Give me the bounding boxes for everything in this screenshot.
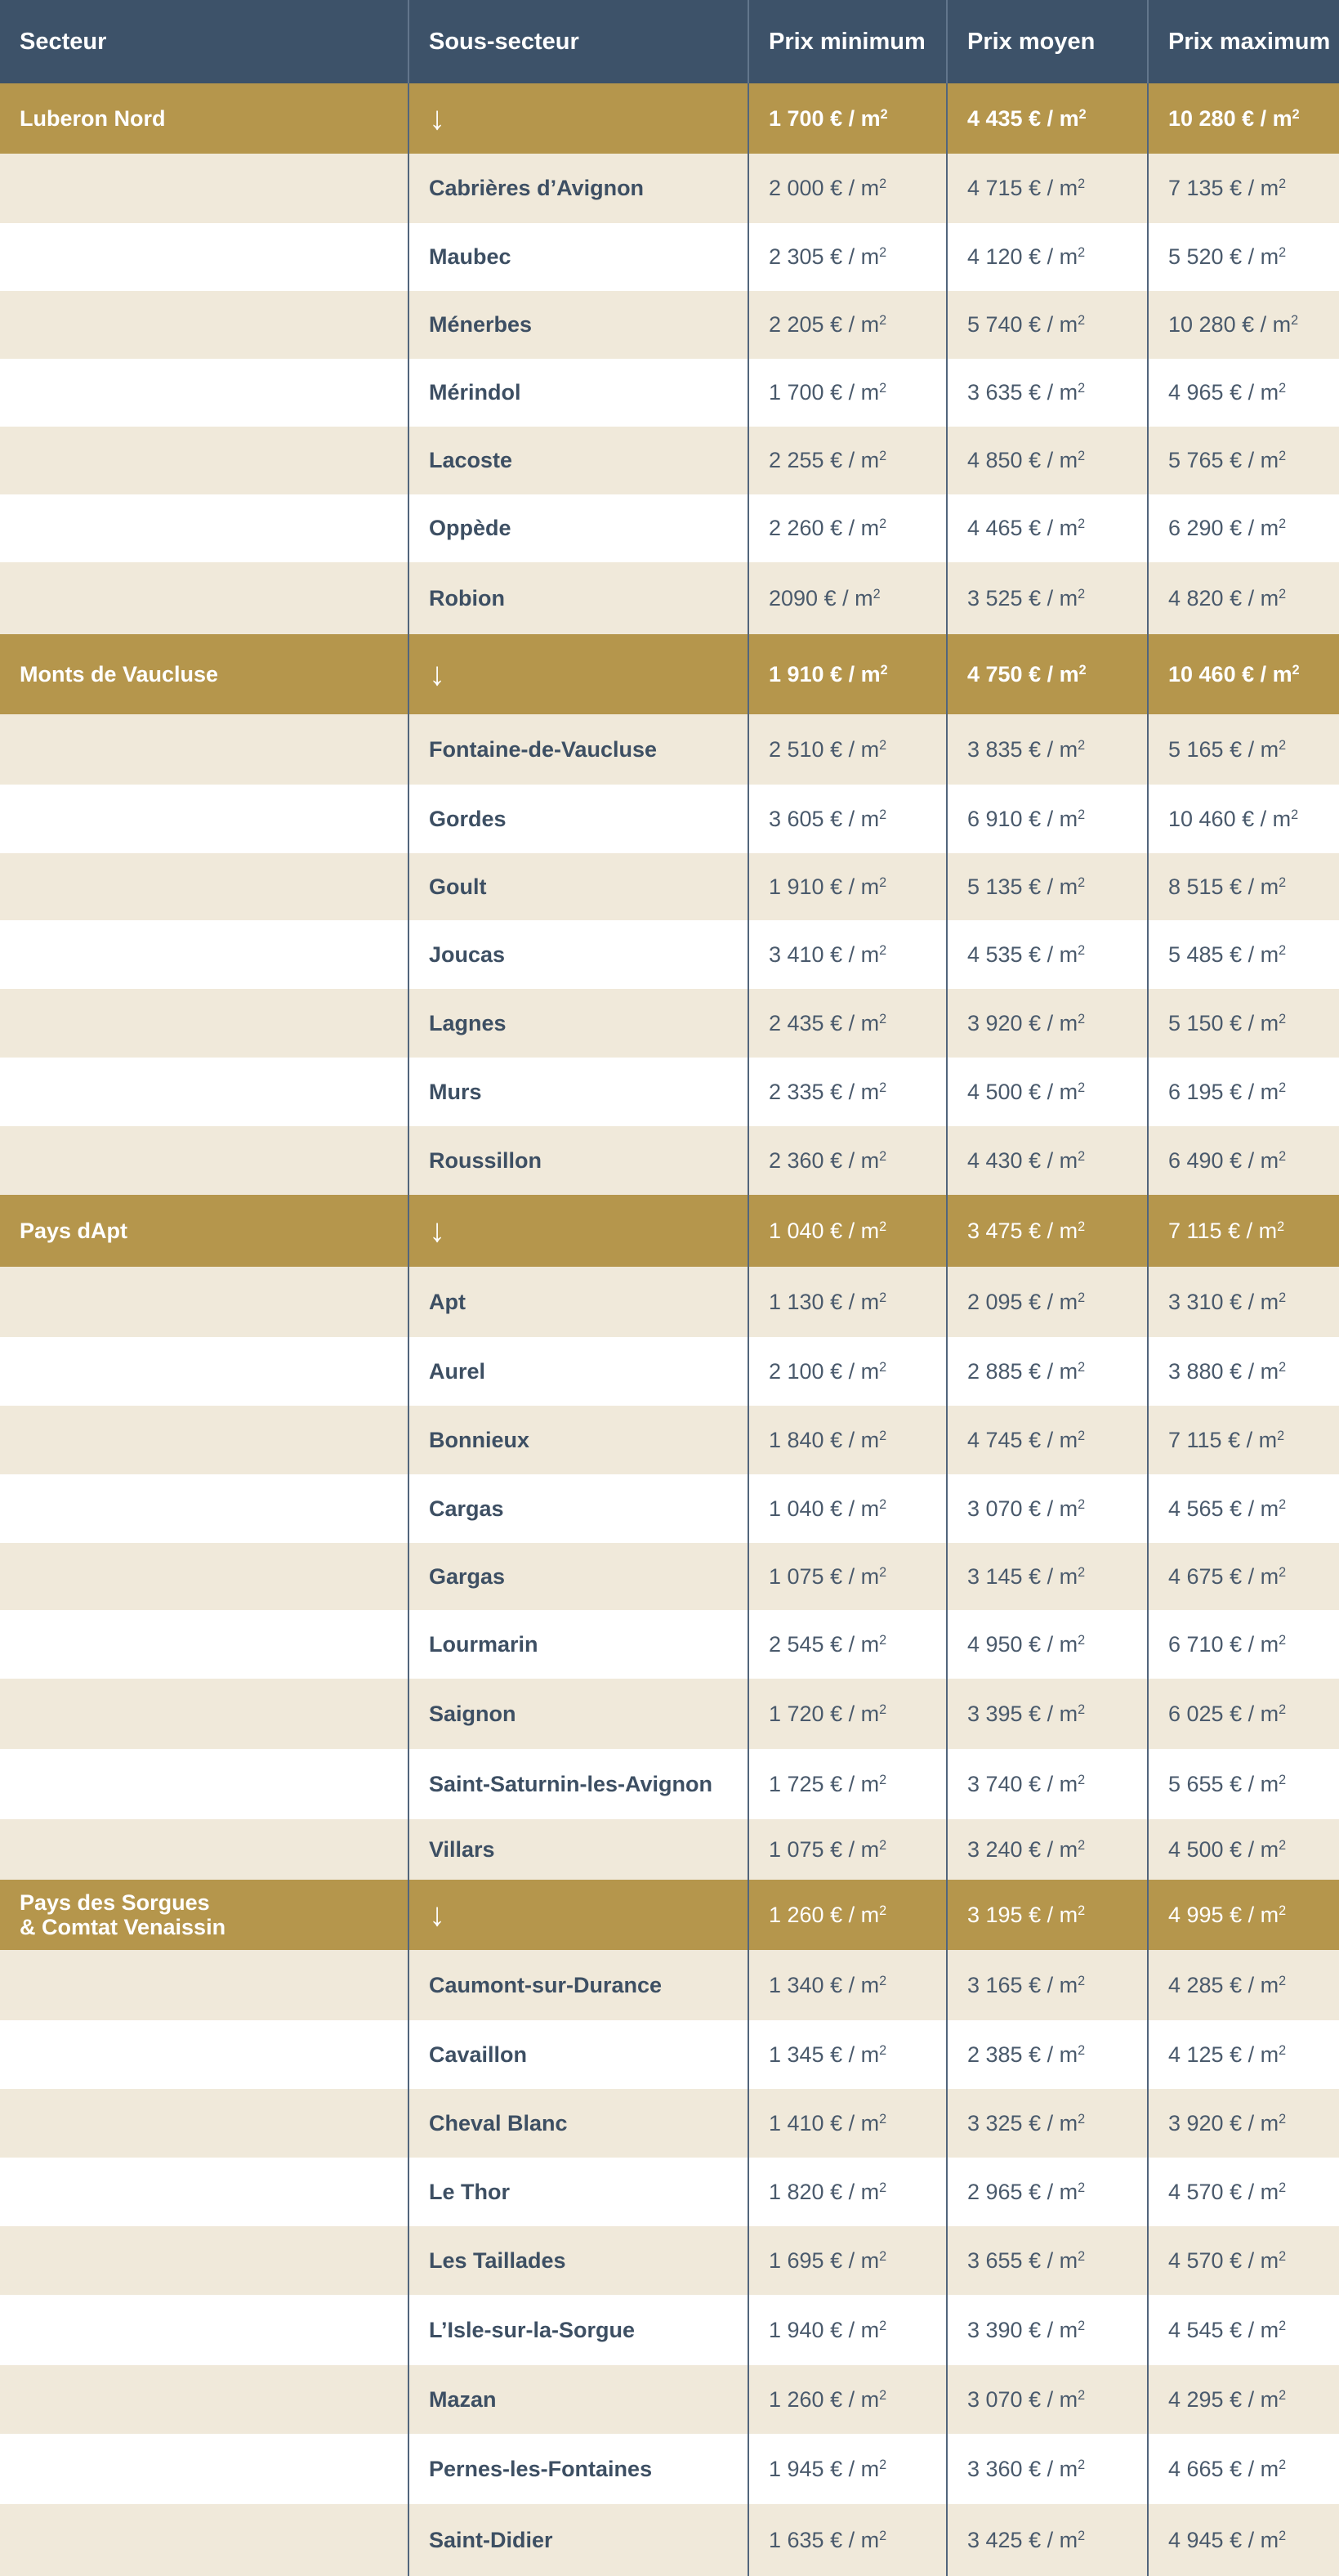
sector-name: Luberon Nord <box>20 106 166 131</box>
prix-maximum-cell: 5 485 € / $m^2$ <box>1148 920 1339 989</box>
prix-minimum-cell: 1 940 € / $m^2$ <box>748 2295 947 2365</box>
table-row <box>0 920 1339 989</box>
prix-minimum-cell: 2 255 € / $m^2$ <box>748 427 947 494</box>
prix-moyen-cell: 4 535 € / $m^2$ <box>947 920 1148 989</box>
sector-prix-minimum: 1 700 € / $m^2$ <box>748 83 947 154</box>
prix-moyen-cell: 6 910 € / $m^2$ <box>947 785 1148 853</box>
prix-minimum-cell: 1 910 € / $m^2$ <box>748 853 947 920</box>
sous-secteur-name: Roussillon <box>408 1126 748 1195</box>
prix-minimum-cell: 1 410 € / $m^2$ <box>748 2089 947 2158</box>
sector-name: Pays dApt <box>20 1219 128 1243</box>
empty-sector-cell <box>0 1126 408 1195</box>
table-row <box>0 1950 1339 2020</box>
prix-moyen-cell: 5 135 € / $m^2$ <box>947 853 1148 920</box>
sous-secteur-name: Murs <box>408 1058 748 1126</box>
sous-secteur-name: Oppède <box>408 494 748 562</box>
prix-maximum-cell: 6 025 € / $m^2$ <box>1148 1679 1339 1749</box>
prix-maximum-cell: 10 460 € / $m^2$ <box>1148 785 1339 853</box>
prix-moyen-cell: 3 740 € / $m^2$ <box>947 1749 1148 1819</box>
table-body <box>0 83 1339 2576</box>
sous-secteur-name: Fontaine-de-Vaucluse <box>408 714 748 785</box>
empty-sector-cell <box>0 223 408 291</box>
sector-row <box>0 634 1339 714</box>
header-prix-minimum: Prix minimum <box>748 0 947 83</box>
header-prix-moyen: Prix moyen <box>947 0 1148 83</box>
prix-moyen-cell: 3 165 € / $m^2$ <box>947 1950 1148 2020</box>
prix-moyen-cell: 3 070 € / $m^2$ <box>947 1474 1148 1543</box>
header-prix-maximum: Prix maximum <box>1148 0 1339 83</box>
prix-maximum-cell: 4 565 € / $m^2$ <box>1148 1474 1339 1543</box>
table-row <box>0 853 1339 920</box>
prix-maximum-cell: 5 150 € / $m^2$ <box>1148 989 1339 1058</box>
table-row <box>0 2504 1339 2576</box>
prix-moyen-cell: 3 240 € / $m^2$ <box>947 1819 1148 1880</box>
sector-prix-maximum: 4 995 € / $m^2$ <box>1148 1880 1339 1950</box>
table-row <box>0 1474 1339 1543</box>
empty-sector-cell <box>0 2020 408 2089</box>
sector-prix-minimum: 1 910 € / $m^2$ <box>748 634 947 714</box>
prix-minimum-cell: 2 435 € / $m^2$ <box>748 989 947 1058</box>
prix-maximum-cell: 4 965 € / $m^2$ <box>1148 359 1339 427</box>
prix-moyen-cell: 4 745 € / $m^2$ <box>947 1406 1148 1474</box>
empty-sector-cell <box>0 1950 408 2020</box>
prix-moyen-cell: 3 525 € / $m^2$ <box>947 562 1148 634</box>
prix-minimum-cell: 1 695 € / $m^2$ <box>748 2226 947 2295</box>
empty-sector-cell <box>0 562 408 634</box>
sector-row <box>0 83 1339 154</box>
prix-minimum-cell: 2 510 € / $m^2$ <box>748 714 947 785</box>
prix-moyen-cell: 2 885 € / $m^2$ <box>947 1337 1148 1406</box>
prix-maximum-cell: 6 195 € / $m^2$ <box>1148 1058 1339 1126</box>
prix-maximum-cell: 4 570 € / $m^2$ <box>1148 2158 1339 2226</box>
prix-maximum-cell: 4 820 € / $m^2$ <box>1148 562 1339 634</box>
empty-sector-cell <box>0 714 408 785</box>
prix-maximum-cell: 4 545 € / $m^2$ <box>1148 2295 1339 2365</box>
prix-moyen-cell: 3 145 € / $m^2$ <box>947 1543 1148 1610</box>
table-header <box>0 0 1339 83</box>
prix-maximum-cell: 4 295 € / $m^2$ <box>1148 2365 1339 2434</box>
empty-sector-cell <box>0 2434 408 2504</box>
prix-minimum-cell: 1 340 € / $m^2$ <box>748 1950 947 2020</box>
table-row <box>0 989 1339 1058</box>
table-row <box>0 1058 1339 1126</box>
empty-sector-cell <box>0 1679 408 1749</box>
prix-minimum-cell: 1 720 € / $m^2$ <box>748 1679 947 1749</box>
prix-moyen-cell: 3 325 € / $m^2$ <box>947 2089 1148 2158</box>
prix-moyen-cell: 4 465 € / $m^2$ <box>947 494 1148 562</box>
prix-maximum-cell: 6 490 € / $m^2$ <box>1148 1126 1339 1195</box>
prix-minimum-cell: 2 360 € / $m^2$ <box>748 1126 947 1195</box>
prix-minimum-cell: 1 635 € / $m^2$ <box>748 2504 947 2576</box>
table-row <box>0 2089 1339 2158</box>
arrow-down-icon: ↓ <box>408 1880 748 1950</box>
prix-moyen-cell: 5 740 € / $m^2$ <box>947 291 1148 359</box>
arrow-down-icon: ↓ <box>408 83 748 154</box>
arrow-down-icon: ↓ <box>408 1195 748 1267</box>
prix-moyen-cell: 4 950 € / $m^2$ <box>947 1610 1148 1679</box>
sous-secteur-name: Cargas <box>408 1474 748 1543</box>
sector-prix-moyen: 4 750 € / $m^2$ <box>947 634 1148 714</box>
table-row <box>0 562 1339 634</box>
prix-minimum-cell: 2090 € / $m^2$ <box>748 562 947 634</box>
table-row <box>0 427 1339 494</box>
prix-minimum-cell: 1 945 € / $m^2$ <box>748 2434 947 2504</box>
prix-moyen-cell: 3 655 € / $m^2$ <box>947 2226 1148 2295</box>
prix-minimum-cell: 1 725 € / $m^2$ <box>748 1749 947 1819</box>
table-row <box>0 714 1339 785</box>
sous-secteur-name: Cabrières d’Avignon <box>408 154 748 223</box>
prix-minimum-cell: 1 840 € / $m^2$ <box>748 1406 947 1474</box>
prix-maximum-cell: 8 515 € / $m^2$ <box>1148 853 1339 920</box>
prix-moyen-cell: 3 070 € / $m^2$ <box>947 2365 1148 2434</box>
arrow-down-icon: ↓ <box>408 634 748 714</box>
prix-moyen-cell: 2 095 € / $m^2$ <box>947 1267 1148 1337</box>
sous-secteur-name: Cheval Blanc <box>408 2089 748 2158</box>
sous-secteur-name: Lourmarin <box>408 1610 748 1679</box>
prix-minimum-cell: 3 410 € / $m^2$ <box>748 920 947 989</box>
sous-secteur-name: Maubec <box>408 223 748 291</box>
table-row <box>0 1819 1339 1880</box>
prix-maximum-cell: 4 570 € / $m^2$ <box>1148 2226 1339 2295</box>
empty-sector-cell <box>0 1058 408 1126</box>
sous-secteur-name: Mérindol <box>408 359 748 427</box>
table-row <box>0 2365 1339 2434</box>
table-row <box>0 223 1339 291</box>
prix-moyen-cell: 2 965 € / $m^2$ <box>947 2158 1148 2226</box>
prix-minimum-cell: 2 000 € / $m^2$ <box>748 154 947 223</box>
table-row <box>0 1406 1339 1474</box>
table-row <box>0 154 1339 223</box>
sous-secteur-name: Saint-Didier <box>408 2504 748 2576</box>
prix-minimum-cell: 1 820 € / $m^2$ <box>748 2158 947 2226</box>
empty-sector-cell <box>0 2365 408 2434</box>
prix-moyen-cell: 3 635 € / $m^2$ <box>947 359 1148 427</box>
empty-sector-cell <box>0 853 408 920</box>
sous-secteur-name: L’Isle-sur-la-Sorgue <box>408 2295 748 2365</box>
sector-prix-moyen: 3 195 € / $m^2$ <box>947 1880 1148 1950</box>
sous-secteur-name: Pernes-les-Fontaines <box>408 2434 748 2504</box>
empty-sector-cell <box>0 2089 408 2158</box>
sous-secteur-name: Bonnieux <box>408 1406 748 1474</box>
table-row <box>0 2226 1339 2295</box>
prix-maximum-cell: 5 165 € / $m^2$ <box>1148 714 1339 785</box>
empty-sector-cell <box>0 1749 408 1819</box>
prix-minimum-cell: 3 605 € / $m^2$ <box>748 785 947 853</box>
prix-maximum-cell: 4 675 € / $m^2$ <box>1148 1543 1339 1610</box>
prix-minimum-cell: 1 075 € / $m^2$ <box>748 1543 947 1610</box>
prix-maximum-cell: 5 655 € / $m^2$ <box>1148 1749 1339 1819</box>
sector-prix-moyen: 3 475 € / $m^2$ <box>947 1195 1148 1267</box>
sous-secteur-name: Aurel <box>408 1337 748 1406</box>
prix-maximum-cell: 4 665 € / $m^2$ <box>1148 2434 1339 2504</box>
table-row <box>0 1543 1339 1610</box>
prix-minimum-cell: 2 100 € / $m^2$ <box>748 1337 947 1406</box>
table-row <box>0 1126 1339 1195</box>
empty-sector-cell <box>0 1267 408 1337</box>
header-row <box>0 0 1339 83</box>
empty-sector-cell <box>0 1610 408 1679</box>
sous-secteur-name: Gargas <box>408 1543 748 1610</box>
empty-sector-cell <box>0 154 408 223</box>
table-row <box>0 1337 1339 1406</box>
empty-sector-cell <box>0 494 408 562</box>
prix-moyen-cell: 3 835 € / $m^2$ <box>947 714 1148 785</box>
empty-sector-cell <box>0 2504 408 2576</box>
prix-moyen-cell: 4 850 € / $m^2$ <box>947 427 1148 494</box>
empty-sector-cell <box>0 920 408 989</box>
sous-secteur-name: Saignon <box>408 1679 748 1749</box>
prix-maximum-cell: 4 125 € / $m^2$ <box>1148 2020 1339 2089</box>
prix-moyen-cell: 3 395 € / $m^2$ <box>947 1679 1148 1749</box>
prix-maximum-cell: 3 920 € / $m^2$ <box>1148 2089 1339 2158</box>
empty-sector-cell <box>0 1406 408 1474</box>
sous-secteur-name: Cavaillon <box>408 2020 748 2089</box>
table-row <box>0 1679 1339 1749</box>
prix-moyen-cell: 4 500 € / $m^2$ <box>947 1058 1148 1126</box>
sector-prix-minimum: 1 040 € / $m^2$ <box>748 1195 947 1267</box>
empty-sector-cell <box>0 2295 408 2365</box>
sous-secteur-name: Goult <box>408 853 748 920</box>
prix-maximum-cell: 4 285 € / $m^2$ <box>1148 1950 1339 2020</box>
sector-prix-maximum: 10 280 € / $m^2$ <box>1148 83 1339 154</box>
prix-minimum-cell: 2 260 € / $m^2$ <box>748 494 947 562</box>
prix-maximum-cell: 7 135 € / $m^2$ <box>1148 154 1339 223</box>
empty-sector-cell <box>0 291 408 359</box>
prix-moyen-cell: 3 920 € / $m^2$ <box>947 989 1148 1058</box>
prix-maximum-cell: 4 500 € / $m^2$ <box>1148 1819 1339 1880</box>
sector-prix-minimum: 1 260 € / $m^2$ <box>748 1880 947 1950</box>
prix-moyen-cell: 4 430 € / $m^2$ <box>947 1126 1148 1195</box>
prix-maximum-cell: 5 520 € / $m^2$ <box>1148 223 1339 291</box>
table-row <box>0 2434 1339 2504</box>
table-row <box>0 494 1339 562</box>
sector-prix-maximum: 10 460 € / $m^2$ <box>1148 634 1339 714</box>
table-row <box>0 291 1339 359</box>
empty-sector-cell <box>0 2226 408 2295</box>
prix-minimum-cell: 1 075 € / $m^2$ <box>748 1819 947 1880</box>
prix-moyen-cell: 4 715 € / $m^2$ <box>947 154 1148 223</box>
empty-sector-cell <box>0 1474 408 1543</box>
table-row <box>0 1749 1339 1819</box>
sous-secteur-name: Villars <box>408 1819 748 1880</box>
sous-secteur-name: Les Taillades <box>408 2226 748 2295</box>
prix-minimum-cell: 2 335 € / $m^2$ <box>748 1058 947 1126</box>
sous-secteur-name: Le Thor <box>408 2158 748 2226</box>
sector-name: Monts de Vaucluse <box>20 662 219 686</box>
prix-maximum-cell: 5 765 € / $m^2$ <box>1148 427 1339 494</box>
table-row <box>0 2020 1339 2089</box>
empty-sector-cell <box>0 427 408 494</box>
sector-prix-maximum: 7 115 € / $m^2$ <box>1148 1195 1339 1267</box>
table-row <box>0 1610 1339 1679</box>
table-row <box>0 1267 1339 1337</box>
sous-secteur-name: Lacoste <box>408 427 748 494</box>
prix-maximum-cell: 3 310 € / $m^2$ <box>1148 1267 1339 1337</box>
prix-maximum-cell: 6 290 € / $m^2$ <box>1148 494 1339 562</box>
sous-secteur-name: Ménerbes <box>408 291 748 359</box>
empty-sector-cell <box>0 1543 408 1610</box>
sous-secteur-name: Lagnes <box>408 989 748 1058</box>
prix-moyen-cell: 2 385 € / $m^2$ <box>947 2020 1148 2089</box>
sous-secteur-name: Mazan <box>408 2365 748 2434</box>
empty-sector-cell <box>0 359 408 427</box>
table-row <box>0 2295 1339 2365</box>
prix-maximum-cell: 7 115 € / $m^2$ <box>1148 1406 1339 1474</box>
sector-prix-moyen: 4 435 € / $m^2$ <box>947 83 1148 154</box>
sous-secteur-name: Saint-Saturnin-les-Avignon <box>408 1749 748 1819</box>
prix-moyen-cell: 3 425 € / $m^2$ <box>947 2504 1148 2576</box>
header-secteur: Secteur <box>20 28 107 55</box>
header-sous-secteur: Sous-secteur <box>408 0 748 83</box>
prix-minimum-cell: 2 205 € / $m^2$ <box>748 291 947 359</box>
prix-maximum-cell: 3 880 € / $m^2$ <box>1148 1337 1339 1406</box>
table-row <box>0 2158 1339 2226</box>
prix-minimum-cell: 1 260 € / $m^2$ <box>748 2365 947 2434</box>
empty-sector-cell <box>0 989 408 1058</box>
sous-secteur-name: Apt <box>408 1267 748 1337</box>
sector-row <box>0 1880 1339 1950</box>
sous-secteur-name: Joucas <box>408 920 748 989</box>
sector-row <box>0 1195 1339 1267</box>
table-row <box>0 785 1339 853</box>
sous-secteur-name: Gordes <box>408 785 748 853</box>
prix-maximum-cell: 10 280 € / $m^2$ <box>1148 291 1339 359</box>
prix-minimum-cell: 2 305 € / $m^2$ <box>748 223 947 291</box>
sous-secteur-name: Caumont-sur-Durance <box>408 1950 748 2020</box>
prix-maximum-cell: 4 945 € / $m^2$ <box>1148 2504 1339 2576</box>
empty-sector-cell <box>0 2158 408 2226</box>
prix-moyen-cell: 4 120 € / $m^2$ <box>947 223 1148 291</box>
prix-minimum-cell: 1 040 € / $m^2$ <box>748 1474 947 1543</box>
prix-minimum-cell: 1 345 € / $m^2$ <box>748 2020 947 2089</box>
empty-sector-cell <box>0 1819 408 1880</box>
prix-maximum-cell: 6 710 € / $m^2$ <box>1148 1610 1339 1679</box>
table-row <box>0 359 1339 427</box>
empty-sector-cell <box>0 785 408 853</box>
sector-name: Pays des Sorgues & Comtat Venaissin <box>20 1890 226 1939</box>
prix-minimum-cell: 1 700 € / $m^2$ <box>748 359 947 427</box>
prix-moyen-cell: 3 390 € / $m^2$ <box>947 2295 1148 2365</box>
empty-sector-cell <box>0 1337 408 1406</box>
prix-moyen-cell: 3 360 € / $m^2$ <box>947 2434 1148 2504</box>
prix-minimum-cell: 1 130 € / $m^2$ <box>748 1267 947 1337</box>
sous-secteur-name: Robion <box>408 562 748 634</box>
prix-minimum-cell: 2 545 € / $m^2$ <box>748 1610 947 1679</box>
